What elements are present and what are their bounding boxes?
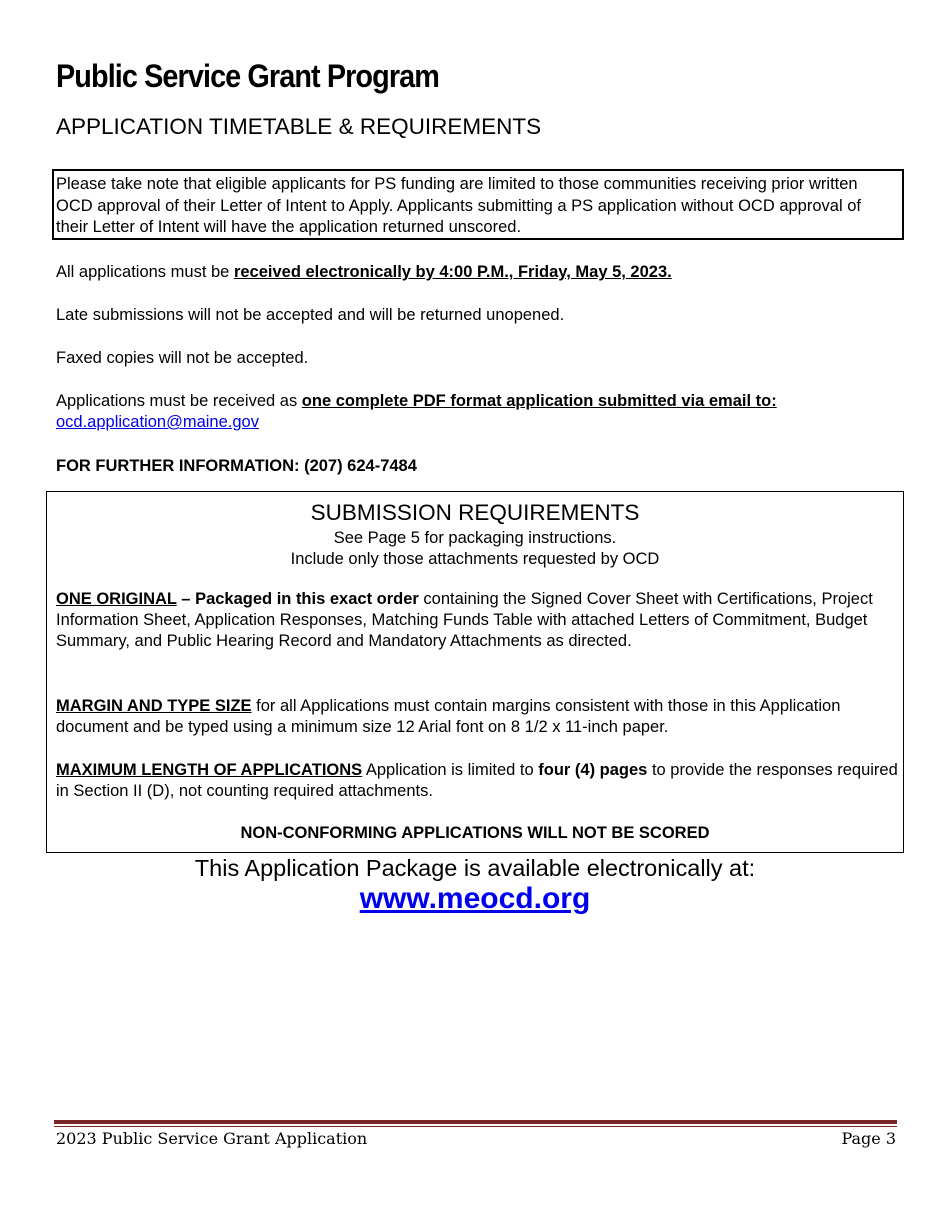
fax-note: Faxed copies will not be accepted. (56, 349, 309, 367)
footer-rule-thick (54, 1120, 897, 1124)
nonconforming-warning: NON-CONFORMING APPLICATIONS WILL NOT BE SCORED (240, 824, 710, 842)
availability-text: This Application Package is available electronically at: (194, 855, 756, 881)
requirements-title: SUBMISSION REQUIREMENTS (310, 500, 640, 525)
margin-label: MARGIN AND TYPE SIZE (56, 697, 252, 715)
website-line (46, 882, 904, 916)
original-bold: – Packaged in this exact order (176, 590, 419, 608)
requirements-subtitle-2: Include only those attachments requested by OCD (290, 550, 660, 568)
length-requirement (56, 760, 898, 802)
notice-text: Please take note that eligible applicants for PS funding are limited to those communities receiving prior written OCD approval of their Letter of Intent to Apply. Applicants submitting a PS application without OCD approval of their Letter of Intent will have the application returned unscored. (56, 175, 861, 236)
footer-document-title: 2023 Public Service Grant Application (56, 1129, 368, 1148)
website-link[interactable]: www.meocd.org (359, 882, 591, 915)
format-prefix: Applications must be received as (56, 392, 302, 410)
original-text: containing the Signed Cover Sheet with Certifications, Project Information Sheet, Application Responses, Matching Funds Table with attached Letters of Commitment, Budget Summary, and Public Hearing Record and Mandatory Attachments as directed. (56, 590, 873, 651)
original-label: ONE ORIGINAL (56, 590, 177, 608)
original-requirement (56, 589, 898, 653)
margin-text: for all Applications must contain margins consistent with those in this Application document and be typed using a minimum size 12 Arial font on 8 1/2 x 11-inch paper. (56, 697, 841, 737)
deadline-emphasis: received electronically by 4:00 P.M., Friday, May 5, 2023. (233, 263, 672, 281)
late-submission-note: Late submissions will not be accepted and will be returned unopened. (56, 306, 565, 324)
deadline-prefix: All applications must be (56, 263, 234, 281)
deadline-paragraph (56, 262, 672, 283)
length-bold: four (4) pages (538, 761, 648, 779)
length-text-1: Application is limited to (362, 761, 539, 779)
length-text-2: to provide the responses required in Section II (D), not counting required attachments. (56, 761, 898, 801)
contact-info: FOR FURTHER INFORMATION: (207) 624-7484 (56, 457, 417, 475)
length-label: MAXIMUM LENGTH OF APPLICATIONS (56, 761, 363, 779)
format-emphasis: one complete PDF format application submitted via email to: (301, 392, 777, 410)
requirements-subtitle-1: See Page 5 for packaging instructions. (333, 529, 617, 547)
email-link[interactable]: ocd.application@maine.gov (56, 413, 259, 431)
format-paragraph (56, 391, 777, 433)
page-title: Public Service Grant Program (56, 58, 439, 94)
section-subtitle: APPLICATION TIMETABLE & REQUIREMENTS (56, 114, 542, 139)
footer-rule-thin (54, 1126, 897, 1127)
margin-requirement (56, 696, 898, 738)
page-number: Page 3 (841, 1129, 896, 1148)
